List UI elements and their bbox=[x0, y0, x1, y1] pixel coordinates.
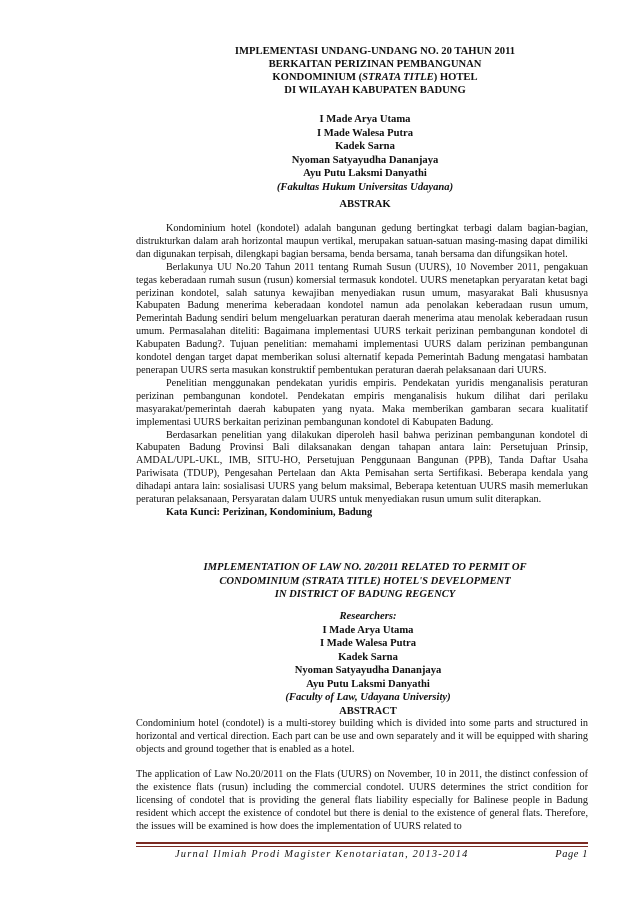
title-line-3: KONDOMINIUM (STRATA TITLE) HOTEL bbox=[272, 72, 478, 83]
abstrak-paragraph: Penelitian menggunakan pendekatan yuridis empiris. Pendekatan yuridis menganalisis peraturan perizinan pembangunan kondotel. Pendekatan empiris menganalisis hukum dilihat dari perilaku masyarakat/pemerintah daerah kabupaten yang nyata. Maka memberikan gambaran secara kualitatif implementasi UURS berkaitan perizinan pembangunan kondotel di Kabupaten Badung. bbox=[136, 377, 588, 428]
abstrak-paragraph: Kondominium hotel (kondotel) adalah bangunan gedung bertingkat terbagi dalam bagian-bagian, distrukturkan dalam arah horizontal maupun vertikal, merupakan satuan-satuan masing-masing dapat dimiliki dan digunakan terpisah, dilengkapi bagian bersama, benda bersama, tanah bersama dan difungsikan hotel. bbox=[136, 223, 588, 260]
abstrak-paragraph: Berlakunya UU No.20 Tahun 2011 tentang Rumah Susun (UURS), 10 November 2011, pengakuan tegas keberadaan rumah susun (rusun) komersial termasuk kondotel. UURS menetapkan peryaratan ketat bagi perizinan kondotel, salah satunya kewajiban menyediakan rusun umum, masyarakat Bali khususnya Kabupaten Badung menerima keberadaan kondotel namun ada penolakan keberadaan rusun umum, Pemerintah Badung sendiri belum mengeluarkan peraturan daerah menerima atau menolak keberadaan rusun umum. Permasalahan diteliti: Bagaimana implementasi UURS terkait perizinan pembangunan kondotel di Kabupaten Badung?. Tujuan penelitian: memahami implementasi UURS dalam perizinan pembangunan kondotel dengan target dapat memberikan solusi alternatif kepada Pemerintah Badung mengatasi hambatan penerapan UURS serta masukan konstruktif pembentukan peraturan daerah pelaksanaan dari UURS. bbox=[136, 261, 588, 376]
english-title bbox=[180, 561, 550, 602]
abstract-paragraph: The application of Law No.20/2011 on the Flats (UURS) on November, 10 in 2011, the distinct confession of the existence flats (rusun) including the commercial condotel. UURS determines the strict condition for licensing of condotel that is providing the general flats liability especially for Balinese people in Badung resident which accept the existence of condotel but there is denial to the existence of general flats. Therefore, the issues will be examined is how does the implementation of UURS related to bbox=[136, 769, 588, 832]
en-title-line-1: IMPLEMENTATION OF LAW NO. 20/2011 RELATED TO PERMIT OF bbox=[203, 562, 527, 573]
footer-rule-thick bbox=[136, 842, 588, 844]
keywords: Kata Kunci: Perizinan, Kondominium, Badung bbox=[166, 506, 373, 518]
researchers-label: Researchers: bbox=[339, 611, 397, 622]
author-name: I Made Walesa Putra bbox=[316, 127, 414, 139]
author-name: Ayu Putu Laksmi Danyathi bbox=[306, 678, 430, 690]
author-name: Kadek Sarna bbox=[335, 141, 395, 152]
title-line-2: BERKAITAN PERIZINAN PEMBANGUNAN bbox=[268, 59, 482, 70]
author-list bbox=[150, 113, 580, 194]
abstract-body bbox=[136, 717, 588, 845]
en-title-line-3: IN DISTRICT OF BADUNG REGENCY bbox=[274, 589, 456, 600]
en-title-line-2: CONDOMINIUM (STRATA TITLE) HOTEL'S DEVELOPMENT bbox=[219, 575, 511, 587]
author-name: I Made Walesa Putra bbox=[319, 638, 417, 649]
abstrak-body bbox=[136, 223, 588, 520]
researcher-list bbox=[200, 610, 536, 718]
affiliation: (Fakultas Hukum Universitas Udayana) bbox=[276, 181, 454, 193]
en-affiliation: (Faculty of Law, Udayana University) bbox=[285, 692, 451, 703]
footer-rule-thin bbox=[136, 846, 588, 847]
abstract-paragraph: Condominium hotel (condotel) is a multi-storey building which is divided into some parts and structured in horizontal and vertical direction. Each part can be use and own separately and it will be equipped with sharing objects and ground together that is enabled as a hotel. bbox=[136, 718, 588, 755]
author-name: I Made Arya Utama bbox=[319, 114, 411, 125]
author-name: Nyoman Satyayudha Dananjaya bbox=[294, 665, 442, 676]
footer-journal: Jurnal Ilmiah Prodi Magister Kenotariatan, 2013-2014 bbox=[175, 849, 469, 860]
author-name: Ayu Putu Laksmi Danyathi bbox=[303, 168, 427, 179]
abstrak-heading: ABSTRAK bbox=[339, 199, 391, 210]
abstrak-paragraph: Berdasarkan penelitian yang dilakukan diperoleh hasil bahwa perizinan pembangunan kondotel di Kabupaten Badung Provinsi Bali dilaksanakan dengan tahapan antara lain: Persetujuan Prinsip, AMDAL/UPL-UKL, IMB, SITU-HO, Persetujuan Penggunaan Bangunan (PPB), Tanda Daftar Usaha Pariwisata (TDUP), Pengesahan Pertelaan dan Akta Pemisahan serta Sertifikasi. Beberapa kendala yang dihadapi antara lain: sosialisasi UURS yang belum maksimal, Beberapa ketentuan UURS masih memerlukan peraturan pelaksanaan, Persyaratan dalam UURS untuk menyediakan rusun umum sulit diterapkan. bbox=[136, 429, 588, 506]
author-name: Kadek Sarna bbox=[338, 651, 398, 663]
paper-title bbox=[150, 45, 600, 97]
title-line-4: DI WILAYAH KABUPATEN BADUNG bbox=[284, 85, 466, 96]
author-name: Nyoman Satyayudha Dananjaya bbox=[291, 154, 439, 166]
author-name: I Made Arya Utama bbox=[322, 624, 414, 636]
title-line-1: IMPLEMENTASI UNDANG-UNDANG NO. 20 TAHUN 2011 bbox=[234, 46, 516, 57]
abstract-heading: ABSTRACT bbox=[339, 705, 397, 717]
footer-page-number: Page 1 bbox=[555, 849, 588, 860]
